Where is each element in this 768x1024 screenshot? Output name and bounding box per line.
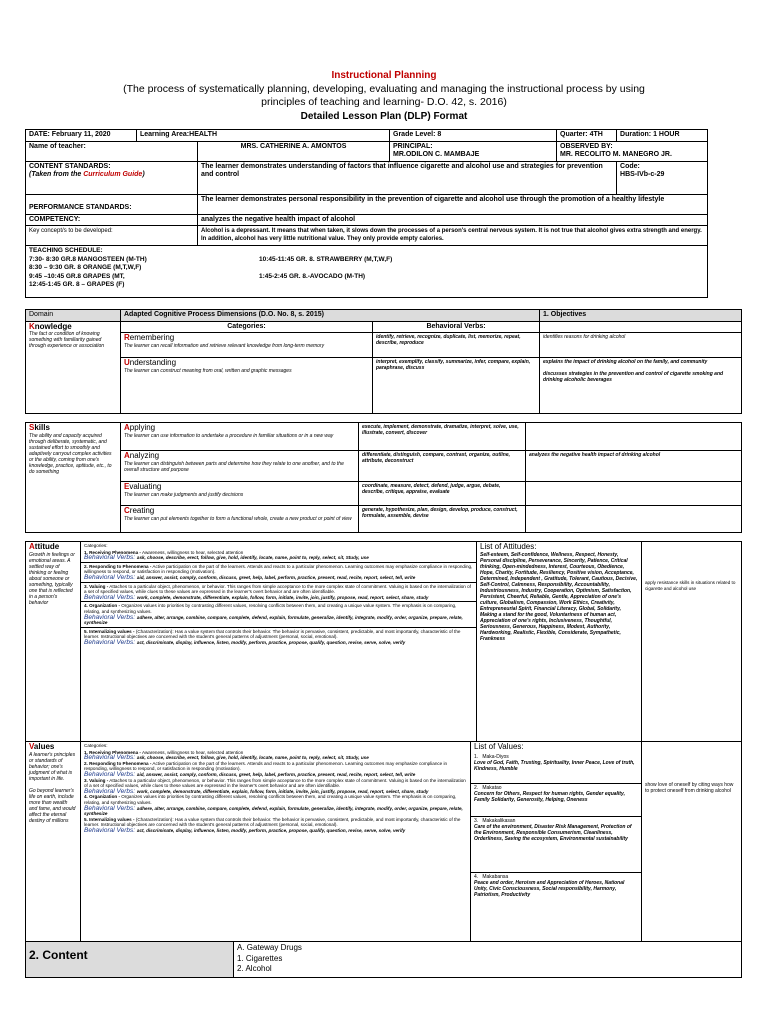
competency-label: COMPETENCY: (26, 214, 198, 226)
skills-domain: Skills The ability and capacity acquired through deliberate, systematic, and sustained effort to smoothly and adaptively carryout complex activities or the ability, coming from one's knowledge, practice, aptitude, etc., to do something (26, 423, 121, 533)
teacher-name: MRS. CATHERINE A. AMONTOS (198, 141, 390, 161)
info-table (25, 129, 708, 298)
knowledge-table (25, 309, 742, 414)
quarter-cell: Quarter: 4TH (557, 130, 617, 142)
page-title: Instructional Planning (331, 70, 437, 81)
performance-standards-text: The learner demonstrates personal responsibility in the prevention of cigarette and alcohol use through the promotion of a healthy lifestyle (198, 194, 708, 214)
content-standards-label: CONTENT STANDARDS: (Taken from the Curriculum Guide) (26, 161, 198, 194)
verbs-remembering: identify, retrieve, recognize, duplicate, list, memorize, repeat, describe, reproduce (373, 333, 540, 358)
content-item: 2. Alcohol (237, 964, 272, 973)
skills-table (25, 422, 742, 533)
content-list (234, 942, 742, 978)
grade-cell: Grade Level: 8 (390, 130, 557, 142)
key-concept-text: Alcohol is a depressant. It means that when taken, it slows down the processes of a person's central nervous system. It is not true that alcohol gives extra strength and energy. In addition, alcohol has very little nutritional value. They only provide empty calories. (198, 226, 708, 246)
learning-area-cell: Learning Area:HEALTH (137, 130, 390, 142)
attitude-objective: apply resistance skills in situations related to cigarette and alcohol use (642, 542, 742, 742)
values-domain: Values A learner's principles or standards of behavior; one's judgment of what is important in life. Go beyond learner's life on earth, include more than wealth and fame, and would affect the eternal destiny of millions (26, 742, 81, 942)
objective-creating (526, 506, 742, 533)
category-analyzing: Analyzing The learner can distinguish between parts and determine how they relate to one another, and to the overall structure and purpose (121, 451, 359, 482)
content-table (25, 941, 742, 978)
categories-header: Categories: (121, 321, 373, 333)
page-subtitle: (The process of systematically planning, developing, evaluating and managing the instructional process by using principles of teaching and learning- D.O. 42, s. 2016) (123, 83, 645, 108)
date-cell: DATE: February 11, 2020 (26, 130, 137, 142)
verbs-creating: generate, hypothesize, plan, design, develop, produce, construct, formulate, assemble, devise (359, 506, 526, 533)
attitude-list: List of Attitudes: Self-esteem, Self-confidence, Wellness, Respect, Honesty, Personal discipline, Perseverance, Sincerity, Patience, Critical thinking, Open-mindedness, Interest, Courteous, Obedience, Hope, Charity, Fortitude, Resiliency, Positive vision, Acceptance, Determined, Independent , Gratitude, Tolerant, Cautious, Decisive, Self-Control, Calmness, Responsibility, Accountability, Industriousness, Industry, Cooperation, Optimism, Satisfaction, Persistent, Cheerful, Reliable, Gentle, Appreciation of one's culture, Globalism, Compassion, Work Ethics, Creativity, Entrepreneurial Spirit, Financial Literacy, Global, Solidarity, Making a stand for the good, Voluntariness of human act, Appreciation of one's rights, Inclusiveness, Thoughtful, Seriousness, Generous, Happiness, Modest, Authority, Hardworking, Realistic, Flexible, Considerate, Sympathetic, Frankness (477, 542, 642, 742)
values-list: List of Values: 1. Maka-Diyos Love of God, Faith, Trusting, Spirituality, Inner Peace, Love of truth, Kindness, Humble 2. Makatao Concern for Others, Respect for human rights, Gender equality, Family Solidarity, Generosity, Helping, Oneness 3. Makakalikasan Care of the environment, Disaster Risk Management, Protection of the Environment, Responsible Consumerism, Cleanliness, Orderliness, Saving the ecosystem, Environmental sustainability 4. Makabansa Peace and order, Heroism and Appreciation of Heroes, National Unity, Civic Consciousness, Social responsibility, Harmony, Patriotism, Productivity (471, 742, 642, 942)
values-table (25, 741, 742, 942)
teacher-label: Name of teacher: (26, 141, 198, 161)
content-standards-text: The learner demonstrates understanding of factors that influence cigarette and alcohol use and strategies for prevention and control (198, 161, 617, 194)
principal-cell: PRINCIPAL: MR.ODILON C. MAMBAJE (390, 141, 557, 161)
values-objective: show love of oneself by citing ways how to protect oneself from drinking alcohol (642, 742, 742, 942)
teaching-schedule: TEACHING SCHEDULE: 7:30- 8:30 GR.8 MANGOSTEEN (M-TH) 8:30 – 9:30 GR. 8 ORANGE (M,T,W,F) 9:45 –10:45 GR.8 GRAPES (MT, 12:45-1:45 GR. 8 – GRAPES (F) 10:45-11:45 GR. 8. STRAWBERRY (M,T,W,F) 1:45-2:45 GR. 8.-AVOCADO (M-TH) (26, 246, 708, 298)
content-item: A. Gateway Drugs (237, 943, 302, 952)
verbs-header: Behavioral Verbs: (373, 321, 540, 333)
performance-standards-label: PERFORMANCE STANDARDS: (26, 194, 198, 214)
code-cell: Code: HBS-IVb-c-29 (617, 161, 708, 194)
adapted-header: Adapted Cognitive Process Dimensions (D.O. No. 8, s. 2015) (121, 310, 540, 322)
key-concept-label: Key concept/s to be developed: (26, 226, 198, 246)
category-evaluating: Evaluating The learner can make judgments and justify decisions (121, 482, 359, 506)
objective-analyzing: analyzes the negative health impact of drinking alcohol (526, 451, 742, 482)
attitude-domain: Attitude Growth in feelings or emotional areas. A settled way of thinking or feeling about someone or something, typically one that is reflected in a person's behavior (26, 542, 81, 742)
competency-text: analyzes the negative health impact of alcohol (198, 214, 708, 226)
verbs-evaluating: coordinate, measure, detect, defend, judge, argue, debate, describe, critique, appraise, evaluate (359, 482, 526, 506)
content-item: 1. Cigarettes (237, 953, 283, 963)
verbs-understanding: interpret, exemplify, classify, summarize, infer, compare, explain, paraphrase, discuss (373, 358, 540, 414)
observed-cell: OBSERVED BY: MR. RECOLITO M. MANEGRO JR. (557, 141, 708, 161)
objective-understanding: explains the impact of drinking alcohol on the family, and community discusses strategies in the prevention and control of cigarette smoking and drinking alcoholic beverages (540, 358, 742, 414)
category-understanding: Understanding The learner can construct meaning from oral, written and graphic messages (121, 358, 373, 414)
verbs-analyzing: differentiate, distinguish, compare, contrast, organize, outline, attribute, deconstruct (359, 451, 526, 482)
knowledge-domain: Knowledge The fact or condition of knowing something with familiarity gained through experience or association (26, 321, 121, 414)
duration-cell: Duration: 1 HOUR (617, 130, 708, 142)
category-applying: Applying The learner can use information to undertake a procedure in familiar situations or in a new way (121, 423, 359, 451)
objective-evaluating (526, 482, 742, 506)
objective-remembering: identifies reasons for drinking alcohol (540, 333, 742, 358)
attitude-categories: Categories: 1. Receiving Phenomena - Awareness, willingness to hear, selected attention Behavioral Verbs: ask, choose, describe, erect, follow, give, hold, identify, locate, name, point to, reply, select, sit, Study, use 2. Responding to Phenomena - Active participation on the part of the learners. Attends and reacts to a particular phenomenon. Learning outcomes may emphasize compliance in responding, willingness to respond, or satisfaction in responding (motivation). Behavioral Verbs: aid, answer, assist, comply, conform, discuss, greet, help, label, perform, practice, present, read, recite, report, select, tell, write 3. Valuing - Attaches to a particular object, phenomenon, or behavior. This ranges from simple acceptance to the more complex state of commitment. Valuing is based on the internalization of a set of specified values, while clues to these values are expressed in the learner's overt behavior and are often identifiable. Behavioral Verbs: work, complete, demonstrate, differentiate, explain, follow, form, initiate, invite, join, justify, propose, read, report, select, share, study 4. Organization - Organizes values into priorities by contrasting different values, resolving conflicts between them, and creating a unique value system. The emphasis is on comparing, relating, and synthesizing values. Behavioral Verbs: adhere, alter, arrange, combine, compare, complete, defend, explain, formulate, generalize, identify, integrate, modify, order, organize, prepare, relate, synthesize 5. Internalizing values - (Characterization): Has a value system that controls their behavior. The behavior is pervasive, consistent, predictable, and most importantly, characteristic of the learner. Instructional objectives are concerned with the student's general patterns of adjustment (personal, social, emotional). Behavioral Verbs: act, discriminate, display, influence, listen, modify, perform, practice, propose, qualify, question, revise, serve, solve, verify (81, 542, 477, 742)
category-remembering: Remembering The learner can recall information and retrieve relevant knowledge from long-term memory (121, 333, 373, 358)
content-label: 2. Content (26, 942, 234, 978)
attitude-table (25, 541, 742, 742)
format-title: Detailed Lesson Plan (DLP) Format (300, 111, 468, 122)
objective-applying (526, 423, 742, 451)
verbs-applying: execute, implement, demonstrate, dramatize, interpret, solve, use, illustrate, convert, discover (359, 423, 526, 451)
category-creating: Creating The learner can put elements together to form a functional whole, create a new product or point of view (121, 506, 359, 533)
objective-empty (540, 321, 742, 333)
domain-header: Domain (26, 310, 121, 322)
values-categories: Categories: 1. Receiving Phenomena - Awareness, willingness to hear, selected attention Behavioral Verbs: ask, choose, describe, erect, follow, give, hold, identify, locate, name, point to, reply, select, sit, Study, use 2. Responding to Phenomena - Active participation on the part of the learners. Attends and reacts to a particular phenomenon. Learning outcomes may emphasize compliance in responding, willingness to respond, or satisfaction in responding (motivation). Behavioral Verbs: aid, answer, assist, comply, conform, discuss, greet, help, label, perform, practice, present, read, recite, report, select, tell, write 3. Valuing - Attaches to a particular object, phenomenon, or behavior. This ranges from simple acceptance to the more complex state of commitment. Valuing is based on the internalization of a set of specified values, while clues to these values are expressed in the learner's overt behavior and are often identifiable. Behavioral Verbs: work, complete, demonstrate, differentiate, explain, follow, form, initiate, invite, join, justify, propose, read, report, select, share, study 4. Organization - Organizes values into priorities by contrasting different values, resolving conflicts between them, and creating a unique value system. The emphasis is on comparing, relating, and synthesizing values. Behavioral Verbs: adhere, alter, arrange, combine, compare, complete, defend, explain, formulate, generalize, identify, integrate, modify, order, organize, prepare, relate, synthesize 5. Internalizing values - (Characterization): Has a value system that controls their behavior. The behavior is pervasive, consistent, predictable, and most importantly, characteristic of the learner. Instructional objectives are concerned with the student's general patterns of adjustment (personal, social, emotional). Behavioral Verbs: act, discriminate, display, influence, listen, modify, perform, practice, propose, qualify, question, revise, serve, solve, verify (81, 742, 471, 942)
objectives-header: 1. Objectives (540, 310, 742, 322)
